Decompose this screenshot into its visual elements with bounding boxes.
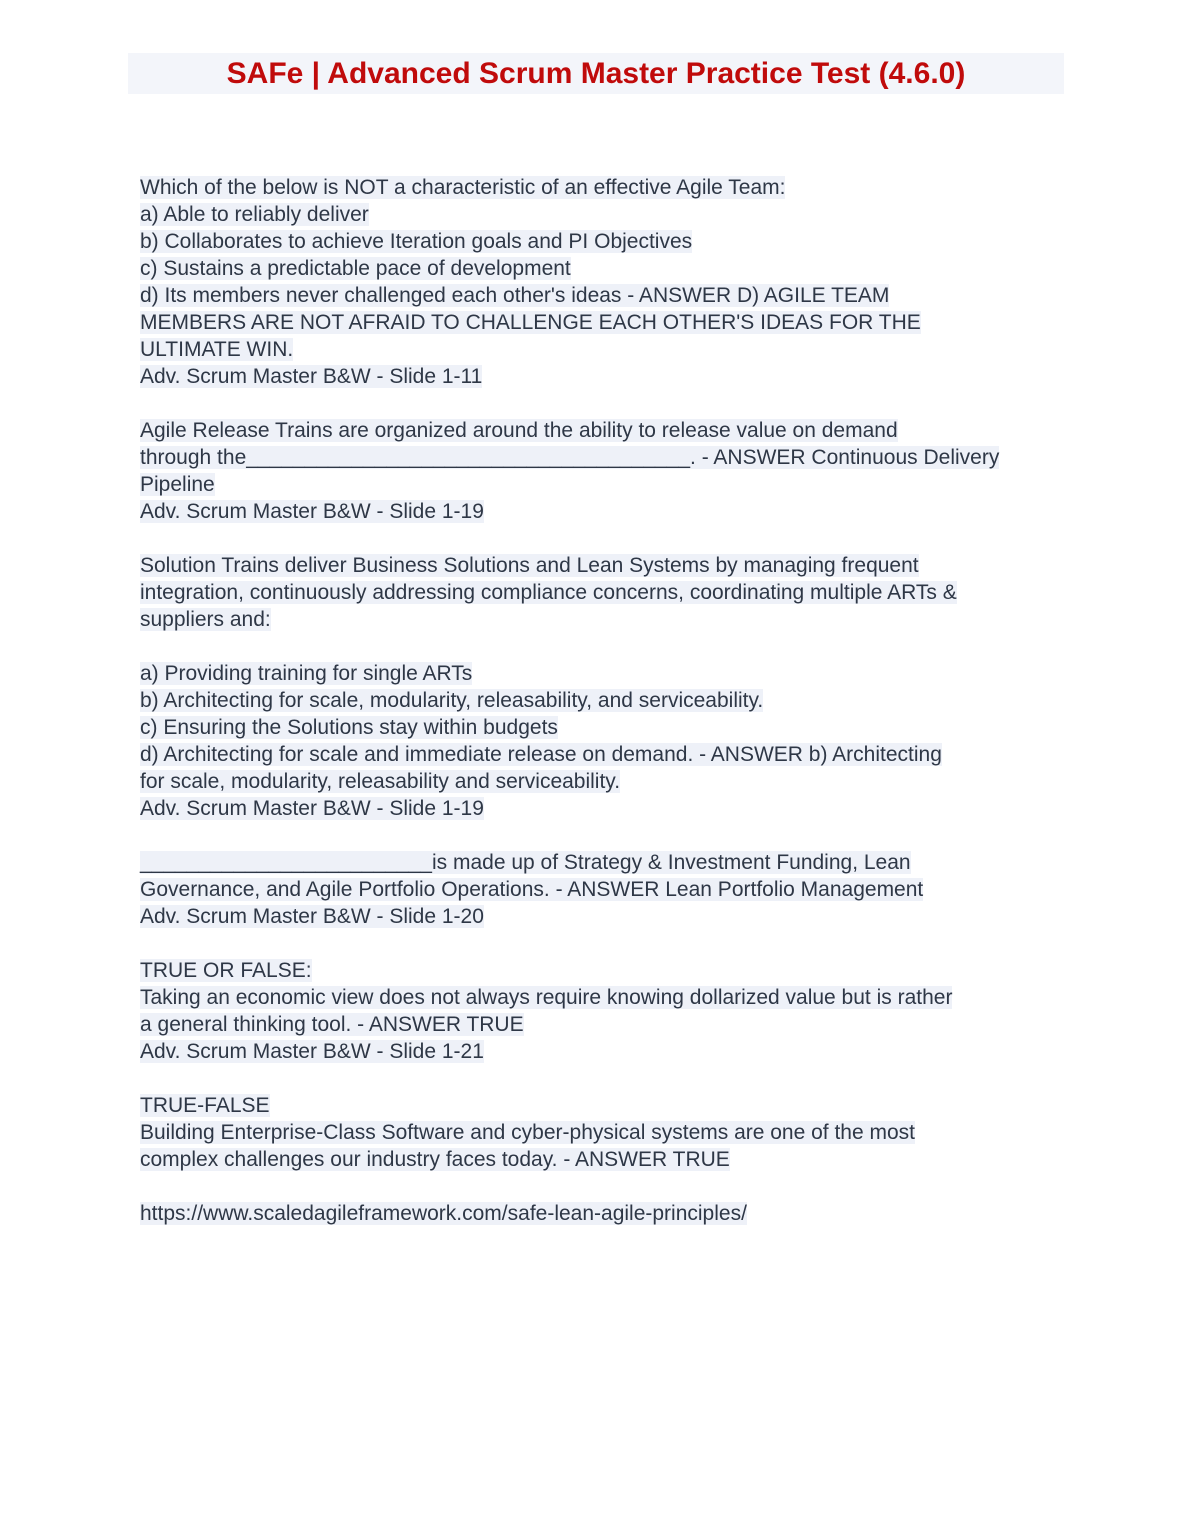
answer-text: Pipeline: [140, 473, 215, 496]
answer-option: b) Architecting for scale, modularity, releasability, and serviceability.: [140, 689, 764, 712]
blank-line: [140, 525, 1060, 552]
blank-line: [140, 633, 1060, 660]
text-line: [140, 363, 1060, 390]
answer-option: a) Providing training for single ARTs: [140, 662, 473, 685]
slide-reference: Adv. Scrum Master B&W - Slide 1-11: [140, 365, 483, 388]
text-line: [140, 957, 1060, 984]
question-text: Taking an economic view does not always require knowing dollarized value but is rather: [140, 986, 953, 1009]
text-line: [140, 660, 1060, 687]
title-bar: [128, 53, 1064, 94]
text-line: [140, 471, 1060, 498]
text-line: [140, 1092, 1060, 1119]
question-text: Building Enterprise-Class Software and cyber-physical systems are one of the most: [140, 1121, 916, 1144]
slide-reference: Adv. Scrum Master B&W - Slide 1-19: [140, 797, 484, 820]
question-text: integration, continuously addressing compliance concerns, coordinating multiple ARTs &: [140, 581, 957, 604]
document-body: [140, 174, 1060, 1227]
text-line: [140, 768, 1060, 795]
answer-text: Governance, and Agile Portfolio Operations. - ANSWER Lean Portfolio Management: [140, 878, 924, 901]
answer-option: c) Ensuring the Solutions stay within budgets: [140, 716, 558, 739]
text-line: [140, 309, 1060, 336]
text-line: [140, 795, 1060, 822]
slide-reference: Adv. Scrum Master B&W - Slide 1-20: [140, 905, 484, 928]
page-title: SAFe | Advanced Scrum Master Practice Test (4.6.0): [226, 56, 966, 90]
text-line: [140, 1119, 1060, 1146]
text-line: [140, 714, 1060, 741]
text-line: [140, 174, 1060, 201]
text-line: [140, 444, 1060, 471]
blank-line: [140, 930, 1060, 957]
url-text: https://www.scaledagileframework.com/safe-lean-agile-principles/: [140, 1202, 747, 1225]
blank-line: [140, 1173, 1060, 1200]
question-text: through the______________________________________. - ANSWER Continuous Delivery: [140, 446, 1000, 469]
answer-option: c) Sustains a predictable pace of development: [140, 257, 571, 280]
answer-option: d) Its members never challenged each other's ideas - ANSWER D) AGILE TEAM: [140, 284, 890, 307]
text-line: [140, 606, 1060, 633]
question-text: Solution Trains deliver Business Solutions and Lean Systems by managing frequent: [140, 554, 919, 577]
text-line: [140, 417, 1060, 444]
text-line: [140, 984, 1060, 1011]
question-text: Agile Release Trains are organized around the ability to release value on demand: [140, 419, 898, 442]
blank-line: [140, 390, 1060, 417]
text-line: [140, 498, 1060, 525]
question-text: TRUE OR FALSE:: [140, 959, 312, 982]
text-line: [140, 1200, 1060, 1227]
text-line: [140, 1038, 1060, 1065]
question-text: Which of the below is NOT a characteristic of an effective Agile Team:: [140, 176, 786, 199]
question-text: TRUE-FALSE: [140, 1094, 270, 1117]
blank-line: [140, 1065, 1060, 1092]
text-line: [140, 903, 1060, 930]
text-line: [140, 552, 1060, 579]
text-line: [140, 228, 1060, 255]
answer-text: ULTIMATE WIN.: [140, 338, 294, 361]
question-text: _________________________is made up of Strategy & Investment Funding, Lean: [140, 851, 911, 874]
text-line: [140, 201, 1060, 228]
blank-line: [140, 822, 1060, 849]
answer-option: b) Collaborates to achieve Iteration goals and PI Objectives: [140, 230, 693, 253]
answer-option: d) Architecting for scale and immediate release on demand. - ANSWER b) Architecting: [140, 743, 942, 766]
text-line: [140, 687, 1060, 714]
slide-reference: Adv. Scrum Master B&W - Slide 1-19: [140, 500, 484, 523]
slide-reference: Adv. Scrum Master B&W - Slide 1-21: [140, 1040, 484, 1063]
text-line: [140, 1011, 1060, 1038]
text-line: [140, 282, 1060, 309]
question-text: suppliers and:: [140, 608, 271, 631]
text-line: [140, 579, 1060, 606]
text-line: [140, 255, 1060, 282]
text-line: [140, 849, 1060, 876]
answer-text: complex challenges our industry faces today. - ANSWER TRUE: [140, 1148, 730, 1171]
answer-text: a general thinking tool. - ANSWER TRUE: [140, 1013, 524, 1036]
answer-text: MEMBERS ARE NOT AFRAID TO CHALLENGE EACH OTHER'S IDEAS FOR THE: [140, 311, 921, 334]
text-line: [140, 336, 1060, 363]
answer-text: for scale, modularity, releasability and serviceability.: [140, 770, 621, 793]
text-line: [140, 1146, 1060, 1173]
text-line: [140, 876, 1060, 903]
answer-option: a) Able to reliably deliver: [140, 203, 369, 226]
text-line: [140, 741, 1060, 768]
